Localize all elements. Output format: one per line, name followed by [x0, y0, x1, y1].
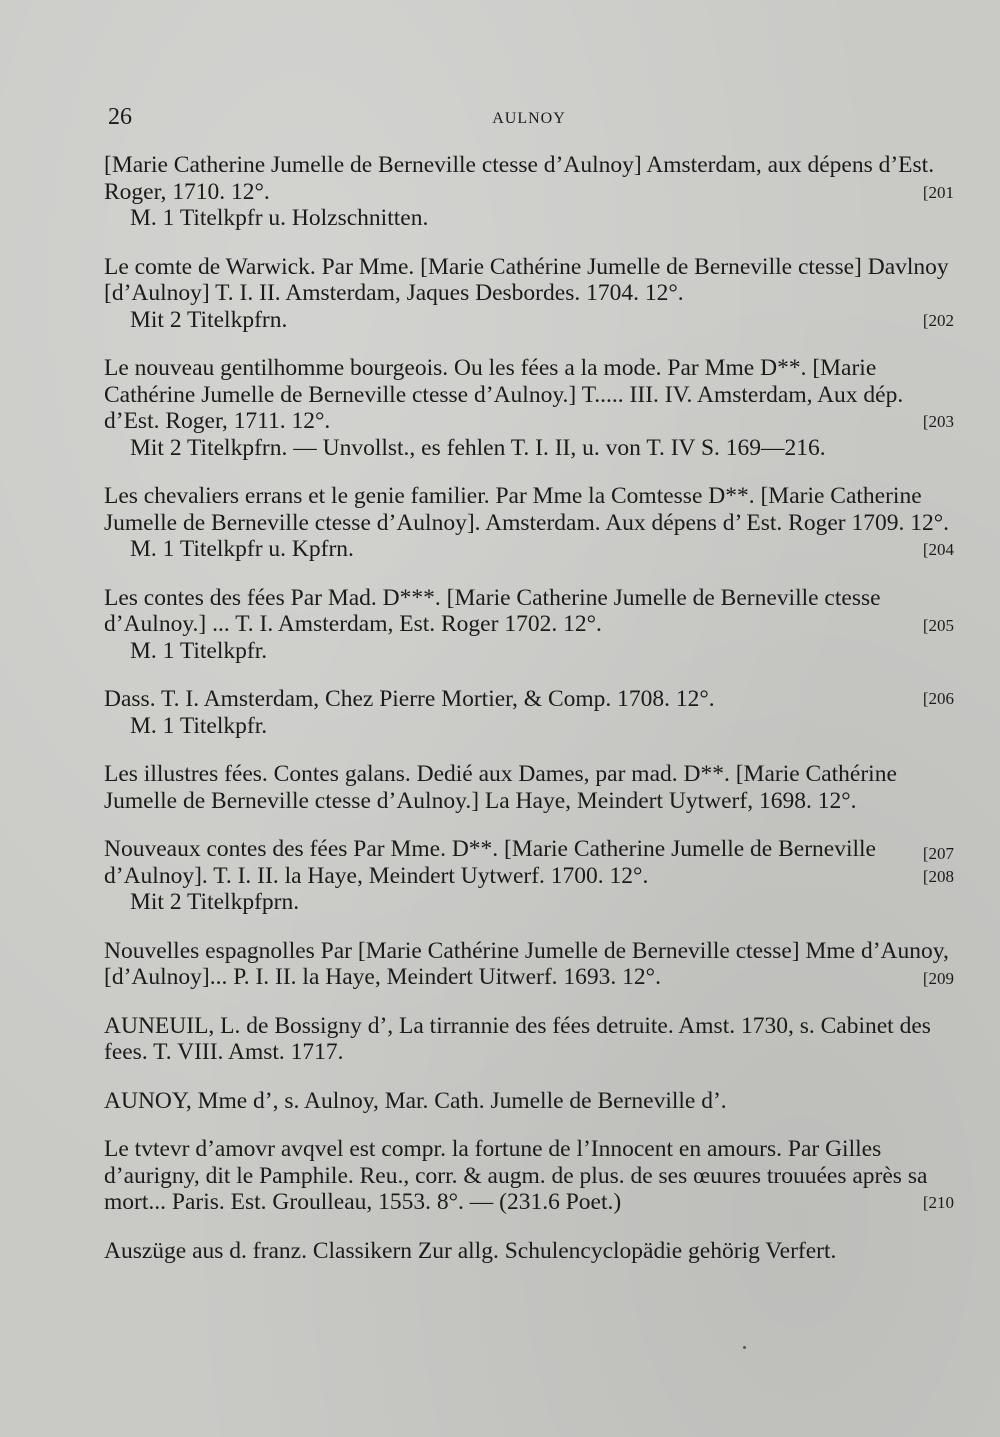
entry-note: Mit 2 Titelkpfprn. [130, 889, 300, 915]
document-page [104, 100, 954, 1286]
entry-text: Les contes des fées Par Mad. D***. [Marie Catherine Jumelle de Berneville ctesse d’Aulnoy.] ... T. I. Amsterdam, Est. Roger 1702. 12°. [104, 584, 881, 637]
entry-note: Mit 2 Titelkpfrn. — Unvollst., es fehlen T. I. II, u. von T. IV S. 169—216. [130, 434, 826, 461]
catalogue-entry [104, 355, 954, 461]
catalogue-entry [104, 483, 954, 563]
entry-note: M. 1 Titelkpfr u. Kpfrn. [130, 536, 354, 562]
catalogue-entry [104, 1238, 954, 1265]
catalogue-entry [104, 686, 954, 739]
entry-reference-number: [204 [922, 540, 954, 559]
running-title: AULNOY [492, 110, 566, 127]
paper-speck [743, 1346, 746, 1349]
entry-text: Les illustres fées. Contes galans. Dedié aux Dames, par mad. D**. [Marie Cathérine Jumelle de Berneville ctesse d’Aulnoy.] La Haye, Meindert Uytwerf, 1698. 12°. [104, 761, 897, 814]
catalogue-entry [104, 1013, 954, 1066]
entry-reference-number: [207 [922, 844, 954, 863]
entry-reference-number: [205 [922, 615, 954, 635]
page-header [104, 100, 954, 140]
entry-text: Dass. T. I. Amsterdam, Chez Pierre Mortier, & Comp. 1708. 12°. [104, 686, 715, 712]
entry-text: AUNOY, Mme d’, s. Aulnoy, Mar. Cath. Jumelle de Berneville d’. [104, 1087, 727, 1114]
entry-note: M. 1 Titelkpfr u. Holzschnitten. [130, 205, 429, 231]
entry-text: Nouveaux contes des fées Par Mme. D**. [Marie Catherine Jumelle de Berneville d’Aulnoy]. T. I. II. la Haye, Meindert Uytwerf. 1700. 12°. [104, 836, 876, 889]
entry-text: [Marie Catherine Jumelle de Berneville ctesse d’Aulnoy] Amsterdam, aux dépens d’Est. Roger, 1710. 12°. [104, 152, 935, 205]
entry-reference-number: [210 [922, 1193, 954, 1212]
catalogue-entry [104, 152, 954, 232]
catalogue-entry [104, 1136, 954, 1216]
entry-reference-number: [202 [922, 310, 954, 330]
catalogue-entries [104, 152, 954, 1264]
entry-reference-number: [203 [922, 412, 954, 431]
entry-reference-number: [206 [922, 689, 954, 708]
entry-reference-number: [209 [922, 968, 954, 988]
entry-note: Mit 2 Titelkpfrn. [130, 306, 288, 333]
entry-reference-number: [208 [922, 867, 954, 886]
entry-text: Nouvelles espagnolles Par [Marie Cathérine Jumelle de Berneville ctesse] Mme d’Aunoy, [d’Aulnoy]... P. I. II. la Haye, Meindert Uitwerf. 1693. 12°. [104, 937, 949, 990]
catalogue-entry [104, 585, 954, 665]
entry-text: Les chevaliers errans et le genie familier. Par Mme la Comtesse D**. [Marie Catherine Jumelle de Berneville ctesse d’Aulnoy]. Amsterdam. Aux dépens d’ Est. Roger 1709. 12°. [104, 483, 950, 536]
entry-text: AUNEUIL, L. de Bossigny d’, La tirrannie des fées detruite. Amst. 1730, s. Cabinet des fees. T. VIII. Amst. 1717. [104, 1012, 931, 1065]
catalogue-entry [104, 938, 954, 991]
entry-note: M. 1 Titelkpfr. [130, 712, 268, 739]
entry-text: Le comte de Warwick. Par Mme. [Marie Cathérine Jumelle de Berneville ctesse] Davlnoy [d’Aulnoy] T. I. II. Amsterdam, Jaques Desbordes. 1704. 12°. [104, 253, 949, 306]
catalogue-entry [104, 254, 954, 334]
entry-text: Le tvtevr d’amovr avqvel est compr. la fortune de l’Innocent en amours. Par Gilles d’aurigny, dit le Pamphile. Reu., corr. & augm. de plus. de ses œuures trouuées après sa mort... Paris. Est. Groulleau, 1553. 8°. — (231.6 Poet.) [104, 1136, 928, 1215]
page-number: 26 [108, 104, 132, 130]
entry-note: M. 1 Titelkpfr. [130, 637, 268, 664]
entry-text: Le nouveau gentilhomme bourgeois. Ou les fées a la mode. Par Mme D**. [Marie Cathérine Jumelle de Berneville ctesse d’Aulnoy.] T..... III. IV. Amsterdam, Aux dép. d’Est. Roger, 1711. 12°. [104, 355, 904, 434]
catalogue-entry [104, 1088, 954, 1115]
catalogue-entry [104, 836, 954, 916]
entry-text: Auszüge aus d. franz. Classikern Zur allg. Schulencyclopädie gehörig Verfert. [104, 1237, 837, 1264]
entry-reference-number: [201 [922, 183, 954, 202]
